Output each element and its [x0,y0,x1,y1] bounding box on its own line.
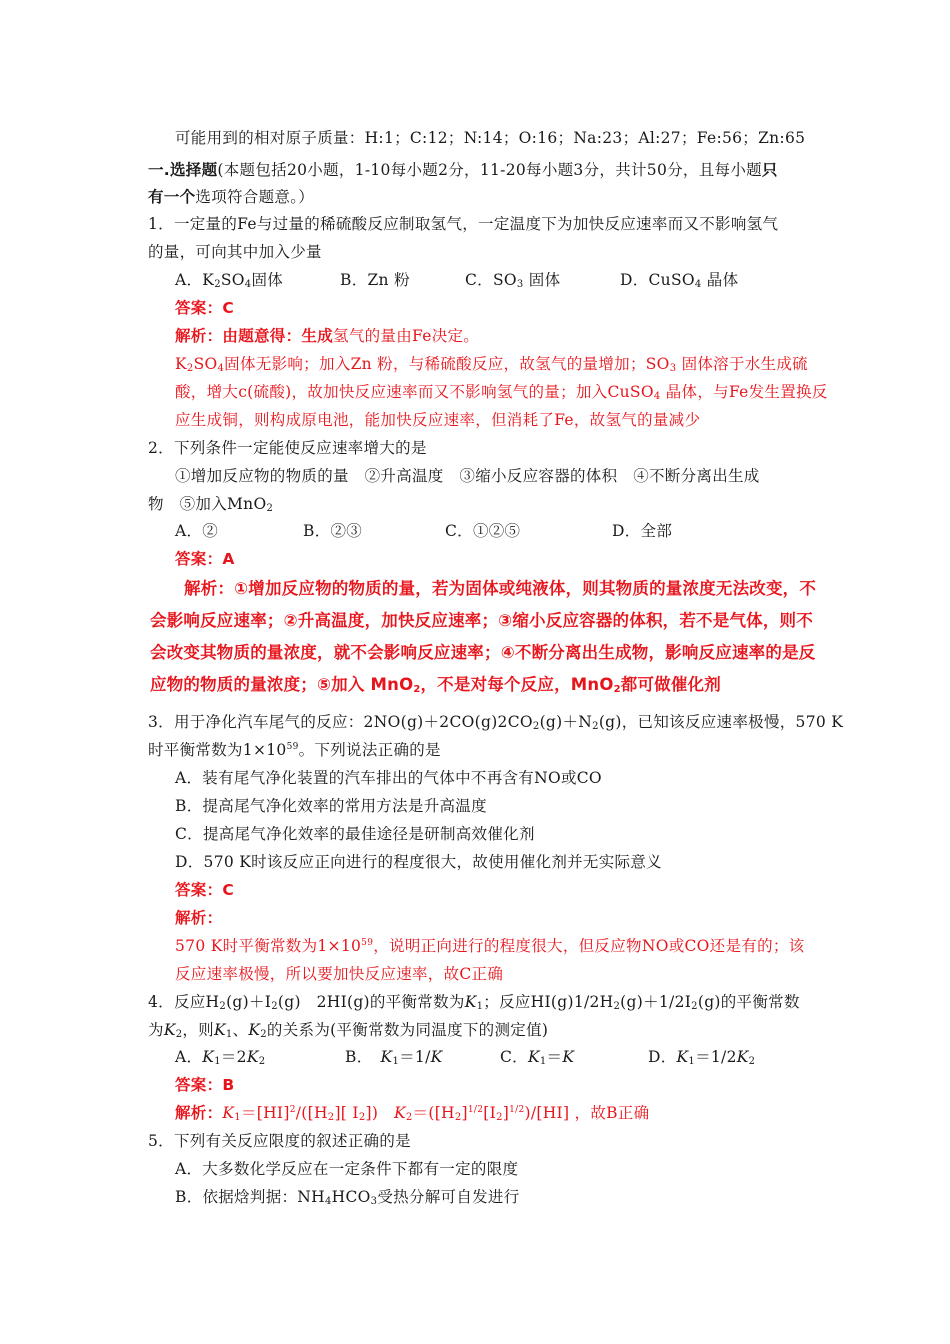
q1-option-d: D．CuSO$_4$ 晶体 [620,271,739,290]
q2-stem: 2．下列条件一定能使反应速率增大的是 [148,439,427,457]
q2-explanation-line1: 解析：①增加反应物的物质的量，若为固体或纯液体，则其物质的量浓度无法改变，不 [184,579,817,598]
q3-option-c: C．提高尾气净化效率的最佳途径是研制高效催化剂 [175,825,535,843]
q4-option-c: C．$K_1=K$ [500,1048,575,1067]
q3-option-a: A．装有尾气净化装置的汽车排出的气体中不再含有NO或CO [175,769,602,787]
atomic-masses-line: 可能用到的相对原子质量：H:1；C:12；N:14；O:16；Na:23；Al:27；Fe:56；Zn:65 [175,129,806,147]
q4-option-b: B． $K_1=1/K$ [345,1048,443,1067]
q1-option-b: B．Zn 粉 [340,271,410,289]
q1-analysis-head: 解析：由题意得：生成氢气的量由Fe决定。 [175,327,480,345]
q5-option-b: B．依据焓判据：$NH_4HCO_3$受热分解可自发进行 [175,1188,520,1207]
q1-explanation-line3: 应生成铜，则构成原电池，能加快反应速率，但消耗了Fe，故氢气的量减少 [175,411,701,429]
q1-option-c: C．$SO_3$ 固体 [465,271,561,290]
q3-answer: 答案：C [175,881,235,899]
q2-explanation-line3: 会改变其物质的量浓度，就不会影响反应速率；④不断分离出生成物，影响反应速率的是反 [150,643,816,662]
q3-explanation-line1: 570 K时平衡常数为$1\times 10^{59}$，说明正向进行的程度很大，但反应物NO或CO还是有的；该 [175,937,805,955]
q1-explanation-line1: $K_2SO_4$固体无影响；加入Zn 粉，与稀硫酸反应，故氢气的量增加；$SO_3$ 固体溶于水生成硫 [175,355,808,374]
section-header-line2: 有一个选项符合题意。） [148,188,315,206]
q3-option-d: D．570 K时该反应正向进行的程度很大，故使用催化剂并无实际意义 [175,853,662,871]
q3-stem: 3．用于净化汽车尾气的反应：$2NO(g)+2CO(g)2CO_2(g)+N_2(g)$，已知该反应速率极慢，570 K [148,713,844,732]
q2-option-b: B．②③ [303,522,363,540]
q2-explanation-line2: 会影响反应速率；②升高温度，加快反应速率；③缩小反应容器的体积，若不是气体，则不 [150,611,813,630]
q2-option-c: C．①②⑤ [445,522,521,540]
q3-explanation-line2: 反应速率极慢，所以要加快反应速率，故C正确 [175,965,504,983]
q5-stem: 5．下列有关反应限度的叙述正确的是 [148,1132,411,1150]
q5-option-a: A．大多数化学反应在一定条件下都有一定的限度 [175,1160,519,1178]
q1-option-a: A．$K_2SO_4$固体 [175,271,284,290]
q2-conditions: ①增加反应物的物质的量 ②升高温度 ③缩小反应容器的体积 ④不断分离出生成 [175,467,760,485]
q3-stem-line2: 时平衡常数为$1\times 10^{59}$。下列说法正确的是 [148,741,441,759]
q4-stem-line2: 为$K_2$，则$K_1$、$K_2$的关系为(平衡常数为同温度下的测定值) [148,1021,549,1040]
q2-conditions-line2: 物 ⑤加入MnO$_2$ [148,495,274,514]
q2-option-a: A．② [175,522,219,540]
q2-explanation-line4: 应物的物质的量浓度；⑤加入 MnO$_2$，不是对每个反应，MnO$_2$都可做催化剂 [150,675,721,695]
q4-option-a: A．$K_1=2K_2$ [175,1048,266,1067]
q4-stem: 4．反应$H_2(g)+I_2(g)$ 2HI(g)的平衡常数为$K_1$；反应$HI(g)1/2H_2(g)+1/2I_2(g)$的平衡常数 [148,993,800,1012]
q4-answer: 答案：B [175,1076,235,1094]
section-intro: (本题包括20小题，1-10每小题2分，11-20每小题3分，共计50分，且每小题 [217,161,762,179]
q4-option-d: D．$K_1=1/2K_2$ [648,1048,756,1067]
section-title: 一.选择题 [148,161,218,179]
section-header: 一.选择题(本题包括20小题，1-10每小题2分，11-20每小题3分，共计50分，且每小题只 [148,161,778,179]
q4-explanation: 解析：$K_1=[HI]^2/([H_2]$[ $I_2$]) $K_2=([H_2]^{1/2}[I_2]^{1/2})/[HI]$ ，故B正确 [175,1104,650,1123]
q1-stem: 1．一定量的Fe与过量的稀硫酸反应制取氢气，一定温度下为加快反应速率而又不影响氢气 [148,215,779,233]
q3-option-b: B．提高尾气净化效率的常用方法是升高温度 [175,797,487,815]
q2-answer: 答案：A [175,550,235,568]
q2-option-d: D．全部 [612,522,673,540]
q1-explanation-line2: 酸，增大c(硫酸)，故加快反应速率而又不影响氢气的量；加入CuSO$_4$ 晶体，与Fe发生置换反 [175,383,828,402]
q3-analysis-label: 解析： [175,909,223,927]
q1-answer: 答案：C [175,299,235,317]
q1-stem-line2: 的量，可向其中加入少量 [148,243,322,261]
